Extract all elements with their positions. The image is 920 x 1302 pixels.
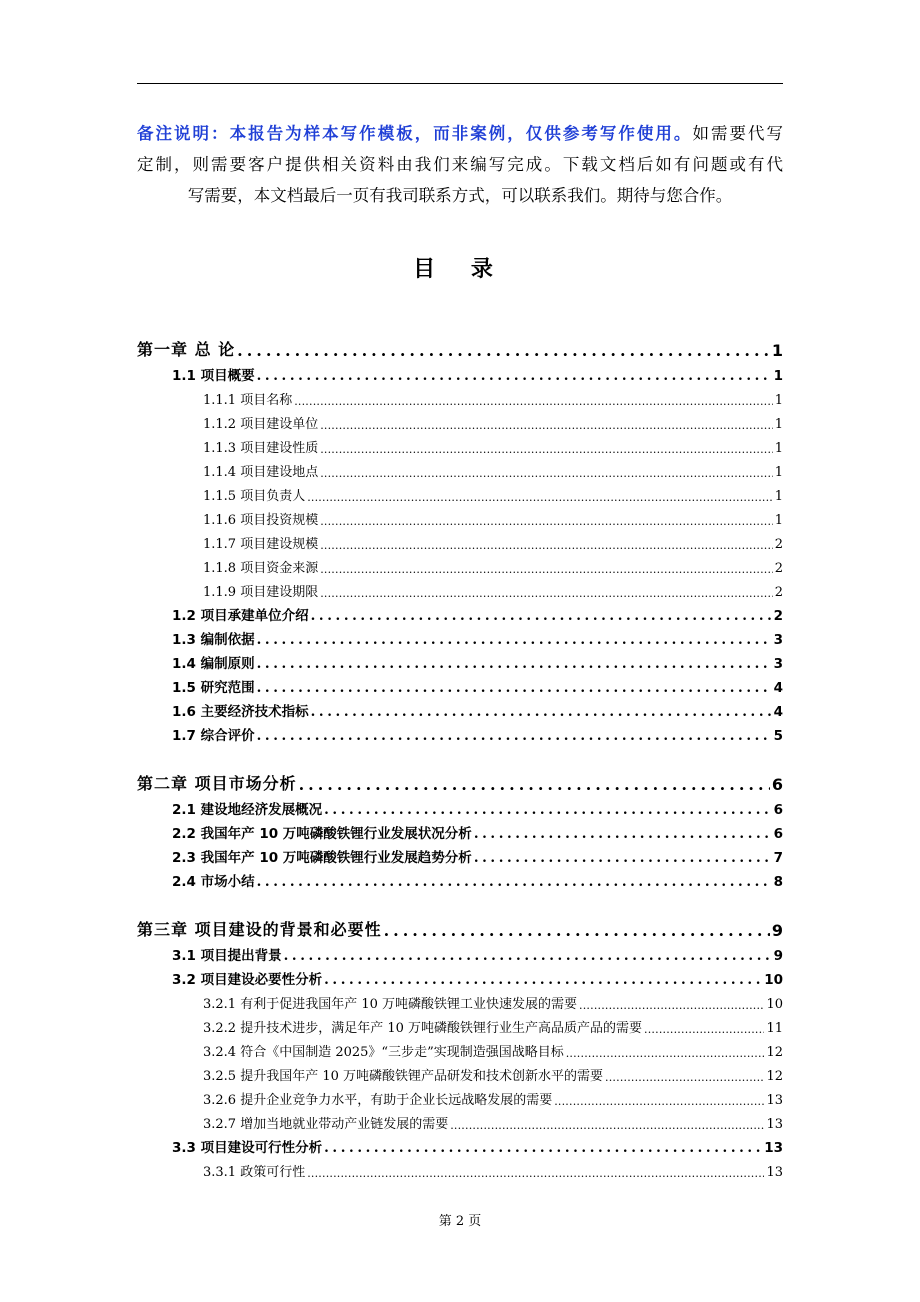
toc-entry-label: 3.2.7 增加当地就业带动产业链发展的需要: [203, 1117, 449, 1132]
toc-section-entry[interactable]: [137, 672, 783, 696]
toc-section-entry[interactable]: [137, 648, 783, 672]
toc-entry-label: 1.1.1 项目名称: [203, 393, 293, 408]
toc-entry-page: 6: [773, 826, 783, 842]
toc-subsection-entry[interactable]: [137, 1060, 783, 1084]
toc-entry-page: 4: [773, 680, 783, 696]
toc-leader-dots: [320, 563, 773, 576]
toc-leader-dots: [257, 656, 772, 672]
toc-entry-label: 2.2 我国年产 10 万吨磷酸铁锂行业发展状况分析: [172, 826, 472, 842]
toc-chapter-entry[interactable]: [137, 900, 783, 940]
toc-subsection-entry[interactable]: [137, 1036, 783, 1060]
header-rule: [137, 83, 783, 84]
toc-entry-page: 5: [773, 728, 783, 744]
toc-leader-dots: [320, 587, 773, 600]
toc-entry-page: 2: [773, 608, 783, 624]
toc-entry-page: 1: [774, 489, 783, 504]
toc-subsection-entry[interactable]: [137, 408, 783, 432]
notice-highlight: 备注说明：本报告为样本写作模板，而非案例，仅供参考写作使用。: [137, 124, 693, 143]
toc-entry-page: 4: [773, 704, 783, 720]
toc-entry-page: 1: [771, 341, 783, 360]
toc-leader-dots: [311, 704, 772, 720]
toc-leader-dots: [384, 921, 770, 940]
toc-entry-page: 2: [774, 537, 783, 552]
toc-leader-dots: [605, 1071, 764, 1084]
toc-section-entry[interactable]: [137, 696, 783, 720]
toc-section-entry[interactable]: [137, 940, 783, 964]
toc-leader-dots: [284, 948, 772, 964]
toc-entry-page: 8: [773, 874, 783, 890]
toc-entry-page: 3: [773, 632, 783, 648]
toc-leader-dots: [324, 972, 762, 988]
toc-leader-dots: [320, 515, 773, 528]
toc-subsection-entry[interactable]: [137, 576, 783, 600]
toc-entry-page: 13: [766, 1165, 783, 1180]
toc-entry-page: 1: [774, 513, 783, 528]
toc-entry-label: 1.4 编制原则: [172, 656, 255, 672]
toc-subsection-entry[interactable]: [137, 1012, 783, 1036]
toc-subsection-entry[interactable]: [137, 988, 783, 1012]
toc-leader-dots: [644, 1023, 764, 1036]
toc-subsection-entry[interactable]: [137, 432, 783, 456]
toc-leader-dots: [320, 539, 773, 552]
toc-section-entry[interactable]: [137, 842, 783, 866]
toc-leader-dots: [257, 632, 772, 648]
toc-leader-dots: [579, 999, 764, 1012]
toc-entry-label: 2.4 市场小结: [172, 874, 255, 890]
toc-entry-label: 3.1 项目提出背景: [172, 948, 282, 964]
toc-entry-page: 13: [764, 1140, 783, 1156]
toc-entry-page: 7: [773, 850, 783, 866]
toc-entry-page: 6: [773, 802, 783, 818]
toc-leader-dots: [474, 850, 772, 866]
toc-chapter-entry[interactable]: [137, 754, 783, 794]
toc-entry-page: 1: [773, 368, 783, 384]
toc-entry-label: 3.3 项目建设可行性分析: [172, 1140, 323, 1156]
table-of-contents: [137, 320, 783, 1180]
toc-entry-label: 3.2.6 提升企业竞争力水平，有助于企业长远战略发展的需要: [203, 1093, 553, 1108]
toc-subsection-entry[interactable]: [137, 504, 783, 528]
toc-entry-label: 1.1.6 项目投资规模: [203, 513, 319, 528]
toc-entry-page: 13: [766, 1117, 783, 1132]
toc-leader-dots: [299, 775, 770, 794]
toc-entry-label: 2.3 我国年产 10 万吨磷酸铁锂行业发展趋势分析: [172, 850, 472, 866]
toc-entry-label: 2.1 建设地经济发展概况: [172, 802, 323, 818]
toc-subsection-entry[interactable]: [137, 480, 783, 504]
notice-line-1-rest: 如需要代写: [692, 124, 784, 143]
toc-subsection-entry[interactable]: [137, 1156, 783, 1180]
toc-entry-label: 3.2.4 符合《中国制造 2025》“三步走”实现制造强国战略目标: [203, 1045, 564, 1060]
toc-entry-label: 1.1.3 项目建设性质: [203, 441, 319, 456]
toc-chapter-gap: [137, 744, 783, 754]
toc-section-entry[interactable]: [137, 624, 783, 648]
toc-entry-label: 1.2 项目承建单位介绍: [172, 608, 309, 624]
toc-entry-label: 1.1.4 项目建设地点: [203, 465, 319, 480]
toc-entry-label: 1.3 编制依据: [172, 632, 255, 648]
toc-leader-dots: [566, 1047, 765, 1060]
toc-entry-label: 第一章 总 论: [137, 340, 236, 359]
toc-subsection-entry[interactable]: [137, 528, 783, 552]
toc-section-entry[interactable]: [137, 794, 783, 818]
toc-entry-label: 3.2.2 提升技术进步，满足年产 10 万吨磷酸铁锂行业生产高品质产品的需要: [203, 1021, 643, 1036]
toc-entry-label: 1.1.7 项目建设规模: [203, 537, 319, 552]
toc-leader-dots: [307, 491, 773, 504]
toc-section-entry[interactable]: [137, 720, 783, 744]
toc-leader-dots: [257, 874, 772, 890]
toc-section-entry[interactable]: [137, 1132, 783, 1156]
toc-entry-label: 第三章 项目建设的背景和必要性: [137, 920, 382, 939]
page-number: 第 2 页: [438, 1214, 482, 1229]
toc-leader-dots: [320, 467, 773, 480]
toc-entry-label: 1.1.8 项目资金来源: [203, 561, 319, 576]
notice-line-2: 定制，则需要客户提供相关资料由我们来编写完成。下载文档后如有问题或有代: [137, 155, 783, 174]
toc-leader-dots: [257, 368, 772, 384]
toc-subsection-entry[interactable]: [137, 1108, 783, 1132]
toc-entry-label: 1.5 研究范围: [172, 680, 255, 696]
toc-subsection-entry[interactable]: [137, 552, 783, 576]
toc-entry-label: 3.3.1 政策可行性: [203, 1165, 306, 1180]
toc-entry-label: 1.6 主要经济技术指标: [172, 704, 309, 720]
toc-entry-page: 12: [766, 1045, 783, 1060]
toc-entry-page: 9: [773, 948, 783, 964]
toc-entry-label: 3.2.5 提升我国年产 10 万吨磷酸铁锂产品研发和技术创新水平的需要: [203, 1069, 604, 1084]
toc-entry-page: 12: [766, 1069, 783, 1084]
toc-entry-page: 10: [764, 972, 783, 988]
toc-section-entry[interactable]: [137, 818, 783, 842]
notice-line-1: [137, 118, 783, 149]
toc-title: 目 录: [413, 257, 507, 282]
toc-entry-page: 1: [774, 393, 783, 408]
toc-leader-dots: [474, 826, 772, 842]
toc-entry-page: 13: [766, 1093, 783, 1108]
toc-entry-label: 1.1.5 项目负责人: [203, 489, 306, 504]
toc-leader-dots: [257, 728, 772, 744]
template-notice: [137, 118, 783, 211]
toc-chapter-entry[interactable]: [137, 320, 783, 360]
toc-entry-label: 1.1.9 项目建设期限: [203, 585, 319, 600]
toc-leader-dots: [450, 1119, 764, 1132]
toc-section-entry[interactable]: [137, 360, 783, 384]
toc-leader-dots: [324, 1140, 762, 1156]
toc-entry-page: 2: [774, 561, 783, 576]
toc-leader-dots: [294, 395, 773, 408]
toc-leader-dots: [307, 1167, 764, 1180]
toc-entry-page: 3: [773, 656, 783, 672]
toc-leader-dots: [237, 341, 770, 360]
toc-entry-page: 6: [771, 775, 783, 794]
notice-line-3: 写需要，本文档最后一页有我司联系方式，可以联系我们。期待与您合作。: [187, 186, 733, 205]
toc-entry-page: 1: [774, 417, 783, 432]
toc-leader-dots: [554, 1095, 764, 1108]
toc-entry-page: 10: [766, 997, 783, 1012]
toc-subsection-entry[interactable]: [137, 1084, 783, 1108]
toc-leader-dots: [324, 802, 771, 818]
toc-section-entry[interactable]: [137, 964, 783, 988]
toc-entry-label: 3.2 项目建设必要性分析: [172, 972, 323, 988]
toc-entry-label: 3.2.1 有利于促进我国年产 10 万吨磷酸铁锂工业快速发展的需要: [203, 997, 578, 1012]
toc-entry-label: 1.7 综合评价: [172, 728, 255, 744]
toc-entry-page: 2: [774, 585, 783, 600]
toc-entry-label: 1.1 项目概要: [172, 368, 255, 384]
toc-subsection-entry[interactable]: [137, 456, 783, 480]
toc-entry-page: 1: [774, 465, 783, 480]
toc-entry-label: 第二章 项目市场分析: [137, 774, 297, 793]
toc-section-entry[interactable]: [137, 600, 783, 624]
toc-entry-page: 1: [774, 441, 783, 456]
toc-leader-dots: [320, 443, 773, 456]
toc-section-entry[interactable]: [137, 866, 783, 890]
toc-leader-dots: [311, 608, 772, 624]
toc-chapter-gap: [137, 890, 783, 900]
toc-entry-page: 9: [771, 921, 783, 940]
toc-entry-page: 11: [766, 1021, 783, 1036]
toc-subsection-entry[interactable]: [137, 384, 783, 408]
toc-entry-label: 1.1.2 项目建设单位: [203, 417, 319, 432]
toc-leader-dots: [320, 419, 773, 432]
toc-leader-dots: [257, 680, 772, 696]
